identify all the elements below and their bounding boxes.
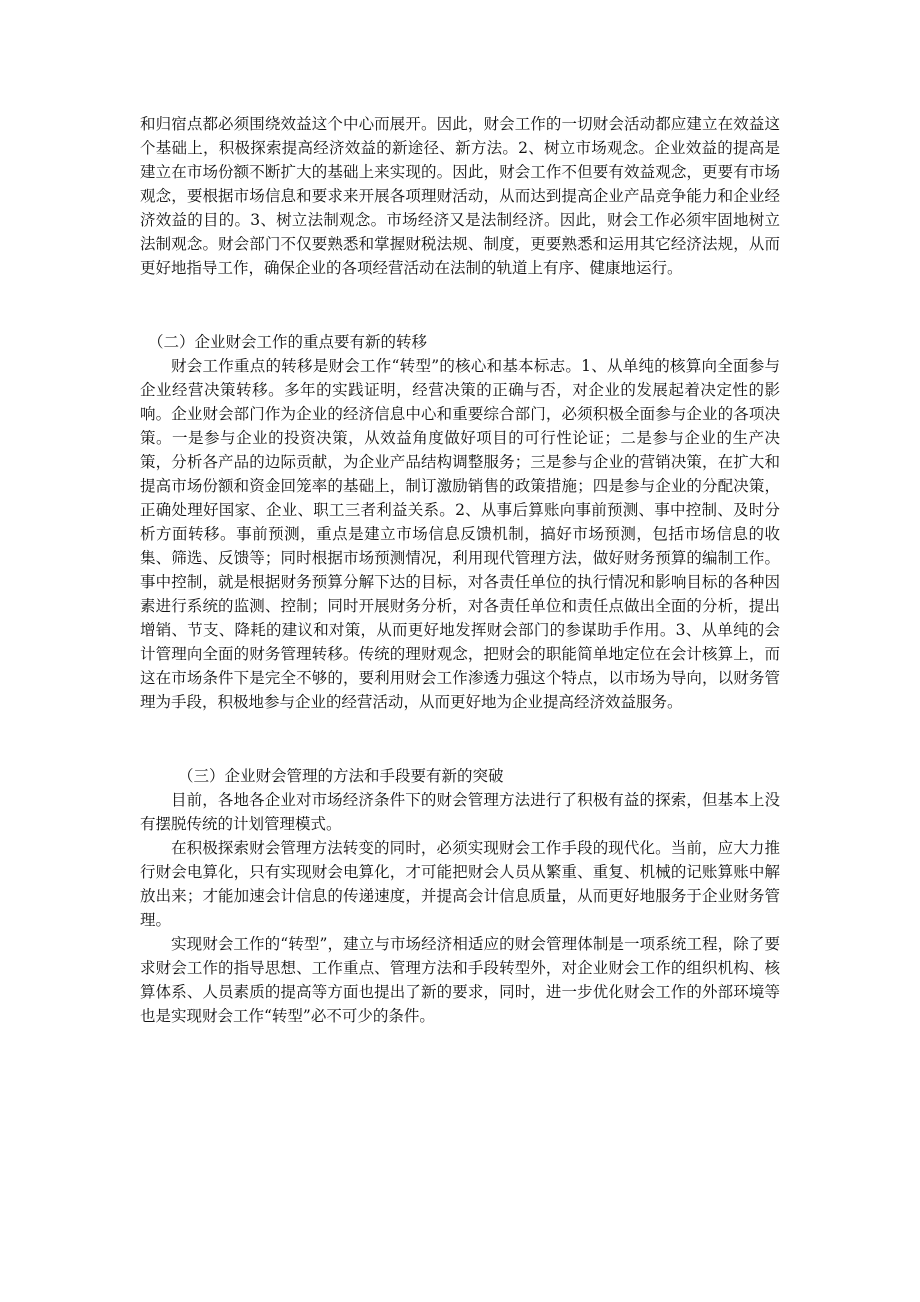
intro-paragraph: 和归宿点都必须围绕效益这个中心而展开。因此，财会工作的一切财会活动都应建立在效益这个基础上，积极探索提高经济效益的新途径、新方法。2、树立市场观念。企业效益的提高是建立在市场份额不断扩大的基础上来实现的。因此，财会工作不但要有效益观念，更要有市场观念，要根据市场信息和要求来开展各项理财活动，从而达到提高企业产品竞争能力和企业经济效益的目的。3、树立法制观念。市场经济又是法制经济。因此，财会工作必须牢固地树立法制观念。财会部门不仅要熟悉和掌握财税法规、制度，更要熟悉和运用其它经济法规，从而更好地指导工作，确保企业的各项经营活动在法制的轨道上有序、健康地运行。 <box>140 115 780 277</box>
section-3-paragraph-a: 目前，各地各企业对市场经济条件下的财会管理方法进行了积极有益的探索，但基本上没有摆脱传统的计划管理模式。 <box>140 791 780 833</box>
section-heading-2: （二）企业财会工作的重点要有新的转移 <box>148 333 428 351</box>
section-3-paragraph-b: 在积极探索财会管理方法转变的同时，必须实现财会工作手段的现代化。当前，应大力推行财会电算化，只有实现财会电算化，才可能把财会人员从繁重、重复、机械的记账算账中解放出来；才能加速会计信息的传递速度，并提高会计信息质量，从而更好地服务于企业财务管理。 <box>140 839 780 929</box>
section-2-paragraph: 财会工作重点的转移是财会工作“转型”的核心和基本标志。1、从单纯的核算向全面参与企业经营决策转移。多年的实践证明，经营决策的正确与否，对企业的发展起着决定性的影响。企业财会部门作为企业的经济信息中心和重要综合部门，必须积极全面参与企业的各项决策。一是参与企业的投资决策，从效益角度做好项目的可行性论证；二是参与企业的生产决策，分析各产品的边际贡献，为企业产品结构调整服务；三是参与企业的营销决策，在扩大和提高市场份额和资金回笼率的基础上，制订激励销售的政策措施；四是参与企业的分配决策，正确处理好国家、企业、职工三者利益关系。2、从事后算账向事前预测、事中控制、及时分析方面转移。事前预测，重点是建立市场信息反馈机制，搞好市场预测，包括市场信息的收集、筛选、反馈等；同时根据市场预测情况，利用现代管理方法，做好财务预算的编制工作。事中控制，就是根据财务预算分解下达的目标，对各责任单位的执行情况和影响目标的各种因素进行系统的监测、控制；同时开展财务分析，对各责任单位和责任点做出全面的分析，提出增销、节支、降耗的建议和对策，从而更好地发挥财会部门的参谋助手作用。3、从单纯的会计管理向全面的财务管理转移。传统的理财观念，把财会的职能简单地定位在会计核算上，而这在市场条件下是完全不够的，要利用财会工作渗透力强这个特点，以市场为导向，以财务管理为手段，积极地参与企业的经营活动，从而更好地为企业提高经济效益服务。 <box>140 357 780 711</box>
section-heading-3: （三）企业财会管理的方法和手段要有新的突破 <box>178 767 504 785</box>
section-3-paragraph-c: 实现财会工作的“转型”，建立与市场经济相适应的财会管理体制是一项系统工程，除了要求财会工作的指导思想、工作重点、管理方法和手段转型外，对企业财会工作的组织机构、核算体系、人员素质的提高等方面也提出了新的要求，同时，进一步优化财会工作的外部环境等也是实现财会工作“转型”必不可少的条件。 <box>140 935 780 1025</box>
